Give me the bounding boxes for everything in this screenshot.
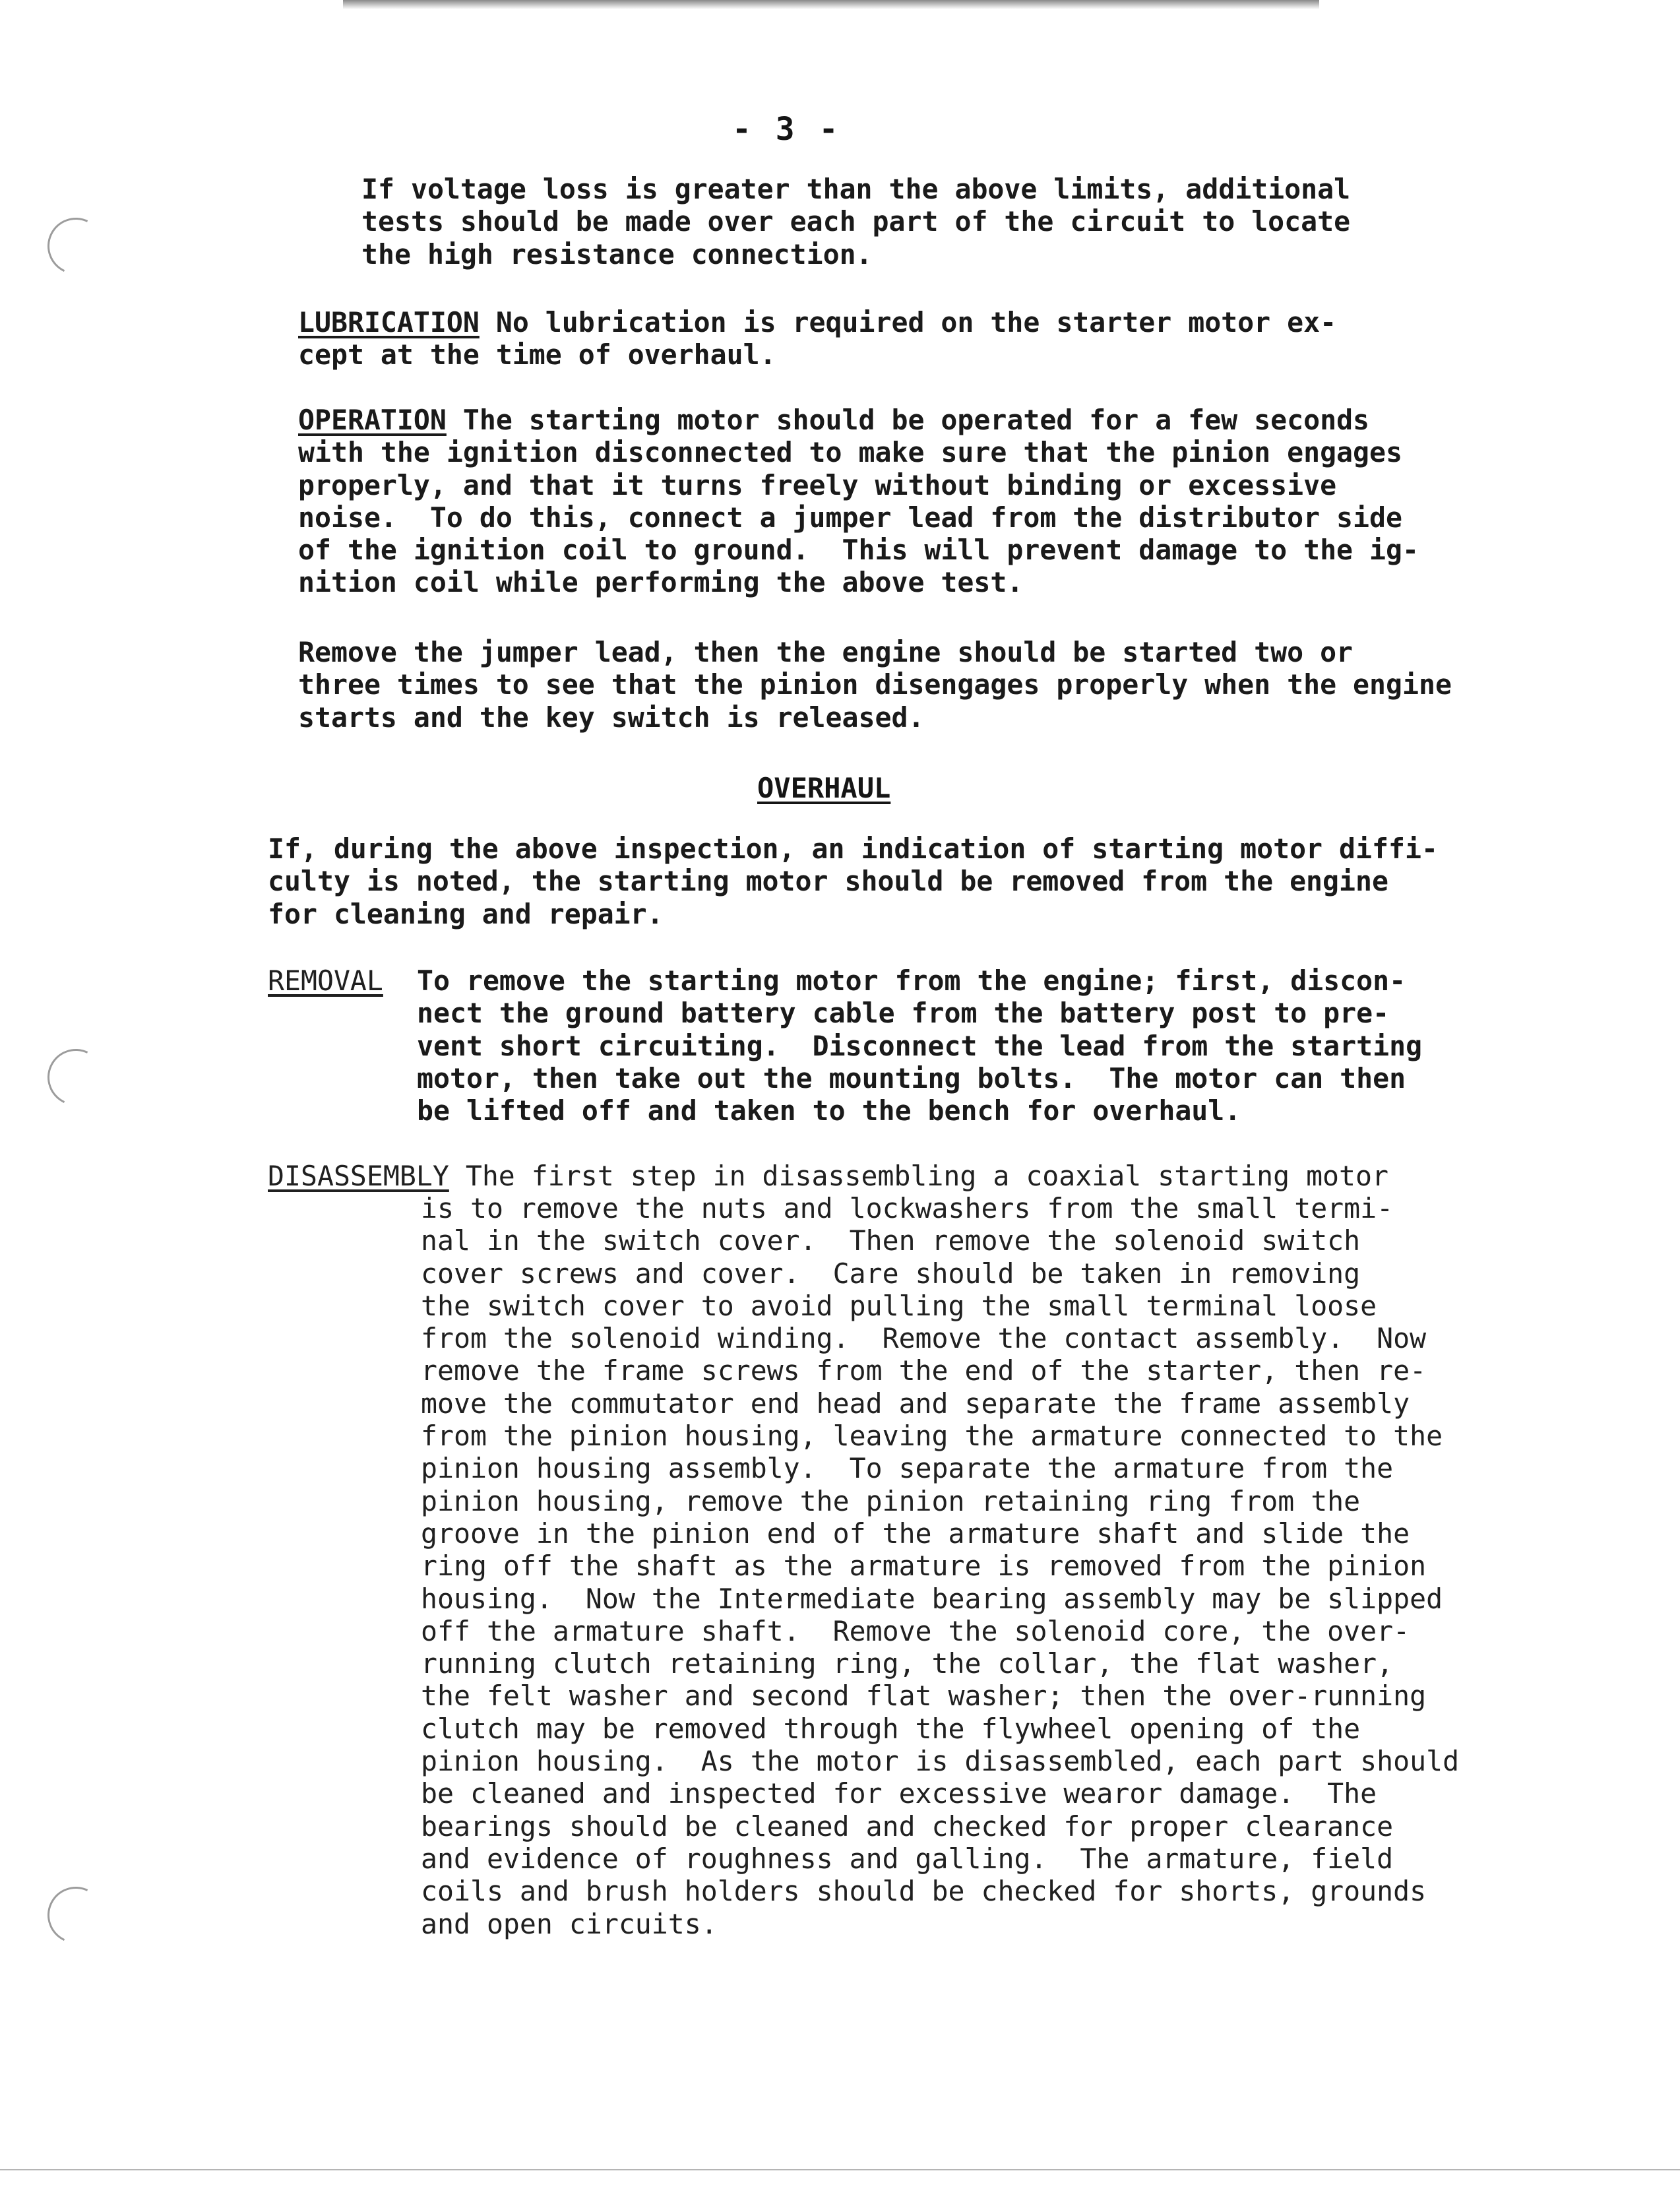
- overhaul-intro-paragraph: If, during the above inspection, an indication of starting motor diffi- culty is noted, the starting motor should be removed from the engine for cleaning and repair.: [268, 833, 1438, 930]
- binder-hole-middle: [40, 1041, 112, 1114]
- page-bottom-edge: [0, 2169, 1680, 2170]
- overhaul-heading: OVERHAUL: [757, 772, 891, 804]
- operation-text: The starting motor should be operated for a few seconds with the ignition disconnected to make sure that the pinion engages properly, and that it turns freely without binding or excessive noise. To do this, connect a jumper lead from the distributor side of the ignition coil to ground. This will prevent damage to the ig- nition coil while performing the above test.: [298, 404, 1419, 599]
- scan-edge-shadow: [343, 0, 1319, 9]
- operation-heading: OPERATION: [298, 404, 447, 436]
- binder-hole-top: [40, 210, 112, 282]
- operation-paragraph: [298, 404, 1419, 599]
- binder-hole-bottom: [40, 1879, 112, 1951]
- voltage-loss-paragraph: If voltage loss is greater than the above limits, additional tests should be made over each part of the circuit to locate the high resistance connection.: [361, 173, 1351, 270]
- lubrication-paragraph: [298, 306, 1336, 371]
- disassembly-first-text: The first step in disassembling a coaxial starting motor: [449, 1160, 1388, 1192]
- removal-text: To remove the starting motor from the engine; first, discon- nect the ground battery cable from the battery post to pre- vent short circuiting. Disconnect the lead from the starting motor, then take out the mounting bolts. The motor can then be lifted off and taken to the bench for overhaul.: [417, 964, 1423, 1127]
- page-number: - 3 -: [732, 111, 841, 148]
- removal-heading: REMOVAL: [268, 964, 383, 997]
- disassembly-heading: DISASSEMBLY: [268, 1160, 449, 1192]
- lubrication-heading: LUBRICATION: [298, 306, 480, 338]
- disassembly-text: is to remove the nuts and lockwashers from the small termi- nal in the switch cover. Then remove the solenoid switch cover screws and cover. Care should be taken in removing the switch cover to avoid pulling the small terminal loose from the solenoid winding. Remove the contact assembly. Now remove the frame screws from the end of the starter, then re- move the commutator end head and separate the frame assembly from the pinion housing, leaving the armature connected to the pinion housing assembly. To separate the armature from the pinion housing, remove the pinion retaining ring from the groove in the pinion end of the armature shaft and slide the ring off the shaft as the armature is removed from the pinion housing. Now the Intermediate bearing assembly may be slipped off the armature shaft. Remove the solenoid core, the over- running clutch retaining ring, the collar, the flat washer, the felt washer and second flat washer; then the over-running clutch may be removed through the flywheel opening of the pinion housing. As the motor is disassembled, each part should be cleaned and inspected for excessive wearor damage. The bearings should be cleaned and checked for proper clearance and evidence of roughness and galling. The armature, field coils and brush holders should be checked for shorts, grounds and open circuits.: [421, 1192, 1460, 1940]
- disassembly-first-line: [268, 1160, 1388, 1192]
- remove-jumper-paragraph: Remove the jumper lead, then the engine should be started two or three times to see that the pinion disengages properly when the engine starts and the key switch is released.: [298, 636, 1452, 734]
- lubrication-text: No lubrication is required on the starter motor ex- cept at the time of overhaul.: [298, 306, 1337, 371]
